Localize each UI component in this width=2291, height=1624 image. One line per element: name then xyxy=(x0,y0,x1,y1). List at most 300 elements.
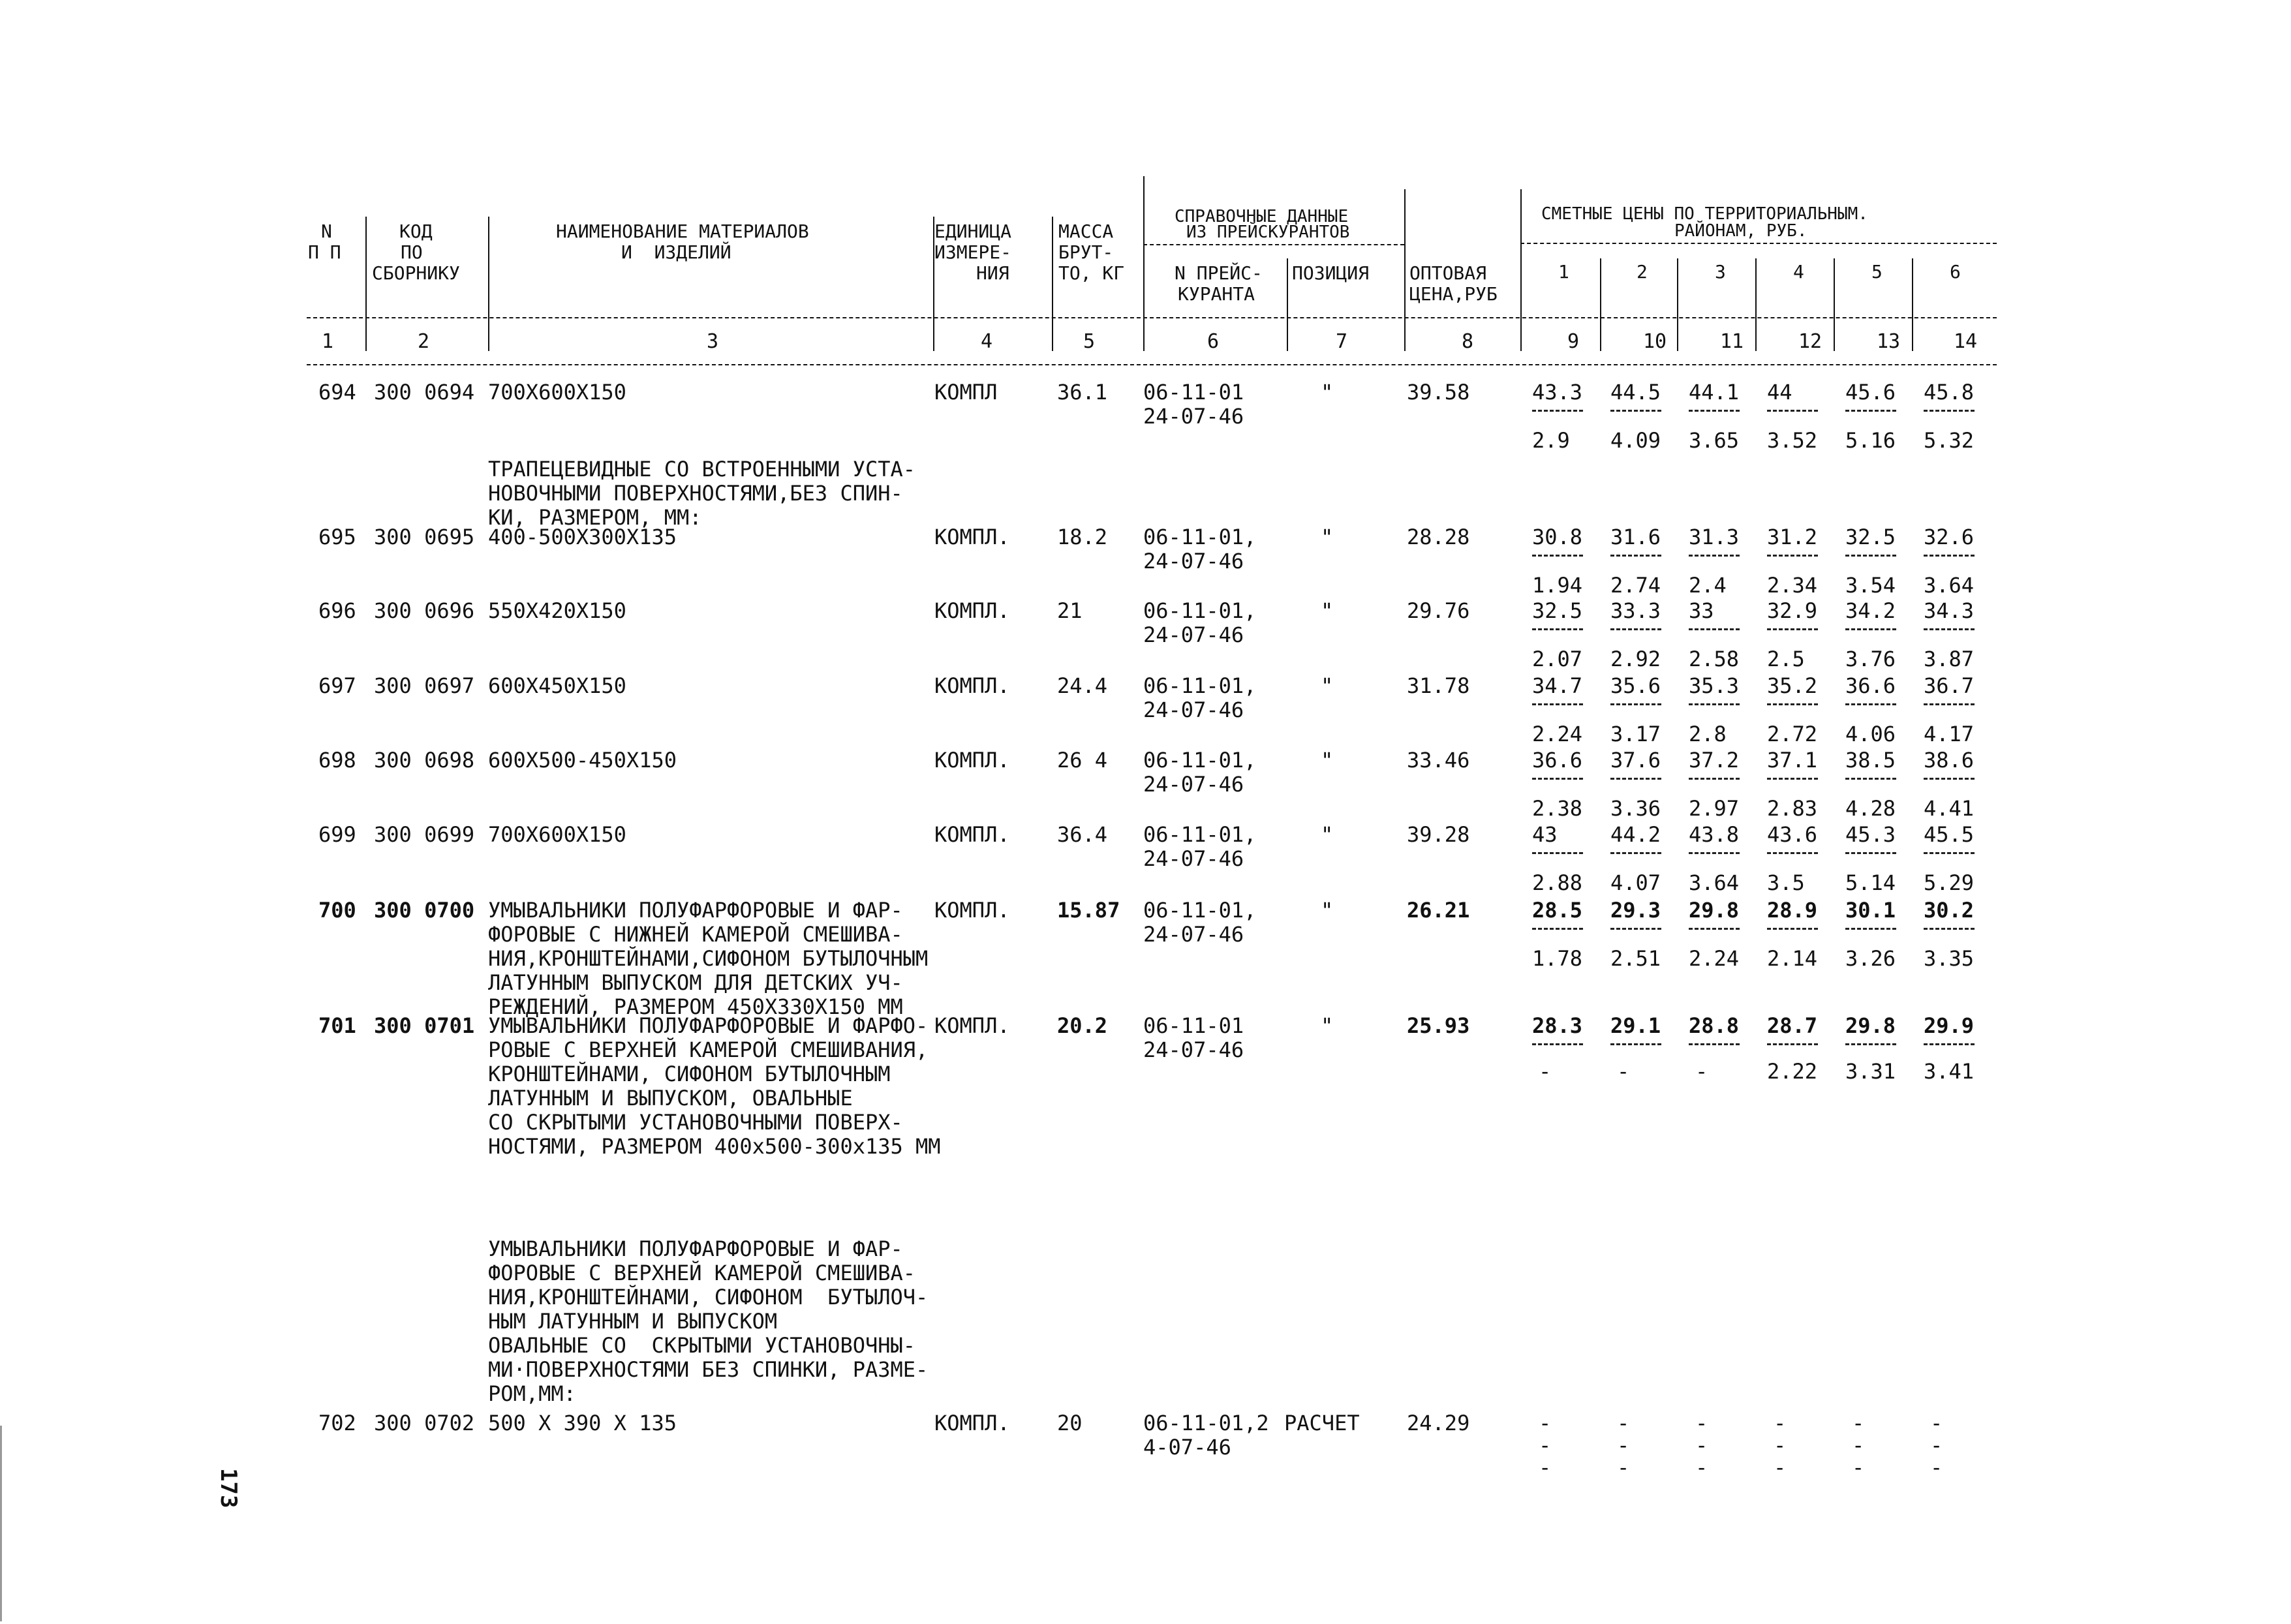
row-mass: 36.1 xyxy=(1057,380,1108,405)
row-price-list: 24-07-46 xyxy=(1143,622,1244,647)
vsep-1 xyxy=(365,217,367,351)
row-region-price-top: - xyxy=(1852,1411,1865,1435)
row-wholesale-price: 29.76 xyxy=(1407,598,1470,623)
price-divider xyxy=(1924,703,1975,705)
row-name-line: УМЫВАЛЬНИКИ ПОЛУФАРФОРОВЫЕ И ФАРФО- xyxy=(488,1013,929,1038)
header-ref-2: ИЗ ПРЕЙСКУРАНТОВ xyxy=(1186,222,1350,242)
row-region-price-bottom: - xyxy=(1852,1433,1865,1458)
row-wholesale-price: 24.29 xyxy=(1407,1411,1470,1435)
price-divider xyxy=(1845,703,1896,705)
row-position: РАСЧЕТ xyxy=(1284,1411,1360,1435)
row-price-list: 06-11-01, xyxy=(1143,673,1257,698)
header-pp: П П xyxy=(308,241,341,263)
row-number: 702 xyxy=(318,1411,356,1435)
row-name-line: 550Х420Х150 xyxy=(488,598,626,623)
row-region-price-bottom: - xyxy=(1930,1433,1943,1458)
row-region-price-top: 28.5 xyxy=(1532,898,1583,923)
row-region-price-bottom: 3.65 xyxy=(1689,428,1740,453)
price-divider xyxy=(1767,703,1818,705)
column-number: 3 xyxy=(707,330,719,353)
row-region-price-top: - xyxy=(1930,1411,1943,1435)
group-heading-line: ФОРОВЫЕ С ВЕРХНЕЙ КАМЕРОЙ СМЕШИВА- xyxy=(488,1261,916,1285)
row-number: 696 xyxy=(318,598,356,623)
row-code: 300 0702 xyxy=(374,1411,475,1435)
row-position: " xyxy=(1321,525,1334,549)
row-region-price-bottom: 3.54 xyxy=(1845,573,1896,598)
row-region-price-bottom: 5.14 xyxy=(1845,870,1896,895)
row-unit: КОМПЛ. xyxy=(934,748,1010,773)
row-name-line: 700Х600Х150 xyxy=(488,380,626,405)
row-region-price-top: 38.6 xyxy=(1924,748,1975,773)
column-number: 9 xyxy=(1567,330,1580,353)
row-region-price-bottom: 2.72 xyxy=(1767,722,1818,746)
column-number: 8 xyxy=(1462,330,1474,353)
row-region-price-top: 37.1 xyxy=(1767,748,1818,773)
row-code: 300 0697 xyxy=(374,673,475,698)
row-region-price-bottom: 3.17 xyxy=(1610,722,1661,746)
price-divider xyxy=(1767,628,1818,630)
row-price-list: 06-11-01, xyxy=(1143,525,1257,549)
row-number: 694 xyxy=(318,380,356,405)
row-region-price-top: 35.3 xyxy=(1689,673,1740,698)
group-heading-line: НИЯ,КРОНШТЕЙНАМИ, СИФОНОМ БУТЫЛОЧ- xyxy=(488,1285,929,1310)
row-region-price-bottom: 2.34 xyxy=(1767,573,1818,598)
price-divider xyxy=(1845,1043,1896,1045)
row-name-line: НИЯ,КРОНШТЕЙНАМИ,СИФОНОМ БУТЫЛОЧНЫМ xyxy=(488,946,929,971)
row-region-price-top: 31.2 xyxy=(1767,525,1818,549)
row-region-price-extra: - xyxy=(1774,1455,1787,1480)
row-region-price-bottom: 4.28 xyxy=(1845,796,1896,821)
row-region-price-top: 38.5 xyxy=(1845,748,1896,773)
row-name-line: СО СКРЫТЫМИ УСТАНОВОЧНЫМИ ПОВЕРХ- xyxy=(488,1110,903,1135)
vsep-9 xyxy=(1600,258,1601,351)
vsep-3 xyxy=(933,217,934,351)
group-heading-line: НОВОЧНЫМИ ПОВЕРХНОСТЯМИ,БЕЗ СПИН- xyxy=(488,481,903,506)
row-mass: 18.2 xyxy=(1057,525,1108,549)
row-region-price-extra: - xyxy=(1617,1455,1630,1480)
row-name-line: ЛАТУННЫМ ВЫПУСКОМ ДЛЯ ДЕТСКИХ УЧ- xyxy=(488,970,903,995)
price-divider xyxy=(1845,928,1896,930)
row-position: " xyxy=(1321,748,1334,773)
header-name-1: НАИМЕНОВАНИЕ МАТЕРИАЛОВ xyxy=(556,221,809,242)
row-price-list: 06-11-01, xyxy=(1143,598,1257,623)
region-label: 2 xyxy=(1637,261,1648,283)
vsep-10 xyxy=(1677,258,1678,351)
region-label: 3 xyxy=(1715,261,1726,283)
row-price-list: 24-07-46 xyxy=(1143,846,1244,871)
row-region-price-bottom: 5.32 xyxy=(1924,428,1975,453)
row-region-price-top: 44.5 xyxy=(1610,380,1661,405)
row-region-price-bottom: 4.06 xyxy=(1845,722,1896,746)
row-mass: 26 4 xyxy=(1057,748,1108,773)
row-wholesale-price: 28.28 xyxy=(1407,525,1470,549)
column-number: 6 xyxy=(1207,330,1220,353)
row-region-price-top: 28.3 xyxy=(1532,1013,1583,1038)
row-price-list: 24-07-46 xyxy=(1143,1037,1244,1062)
price-divider xyxy=(1689,703,1740,705)
row-region-price-top: 36.7 xyxy=(1924,673,1975,698)
header-price-list-2: КУРАНТА xyxy=(1178,283,1255,305)
row-price-list: 24-07-46 xyxy=(1143,772,1244,797)
price-divider xyxy=(1610,703,1661,705)
row-region-price-bottom: 2.74 xyxy=(1610,573,1661,598)
row-region-price-top: - xyxy=(1539,1411,1552,1435)
header-position: ПОЗИЦИЯ xyxy=(1292,262,1370,284)
row-region-price-bottom: 2.24 xyxy=(1689,946,1740,971)
price-divider xyxy=(1845,778,1896,780)
price-divider xyxy=(1689,1043,1740,1045)
header-n: N xyxy=(321,221,332,242)
row-price-list: 06-11-01,2 xyxy=(1143,1411,1269,1435)
row-region-price-extra: - xyxy=(1930,1455,1943,1480)
row-mass: 20 xyxy=(1057,1411,1083,1435)
row-code: 300 0698 xyxy=(374,748,475,773)
price-divider xyxy=(1767,852,1818,854)
row-region-price-bottom: 3.52 xyxy=(1767,428,1818,453)
region-label: 1 xyxy=(1558,261,1569,283)
row-region-price-bottom: 5.16 xyxy=(1845,428,1896,453)
header-sborniku: СБОРНИКУ xyxy=(372,262,460,284)
column-number: 7 xyxy=(1336,330,1348,353)
row-region-price-bottom: 3.41 xyxy=(1924,1059,1975,1084)
vsep-8 xyxy=(1520,189,1522,351)
price-divider xyxy=(1532,1043,1583,1045)
row-region-price-top: 30.1 xyxy=(1845,898,1896,923)
price-divider xyxy=(1610,410,1661,412)
price-divider xyxy=(1610,778,1661,780)
row-mass: 15.87 xyxy=(1057,898,1120,923)
row-unit: КОМПЛ. xyxy=(934,1013,1010,1038)
row-region-price-bottom: 2.22 xyxy=(1767,1059,1818,1084)
row-unit: КОМПЛ. xyxy=(934,598,1010,623)
row-mass: 21 xyxy=(1057,598,1083,623)
row-region-price-top: - xyxy=(1617,1411,1630,1435)
price-divider xyxy=(1845,410,1896,412)
row-position: " xyxy=(1321,1013,1334,1038)
row-region-price-top: 37.2 xyxy=(1689,748,1740,773)
header-estimate-2: РАЙОНАМ, РУБ. xyxy=(1674,221,1807,241)
vsep-4 xyxy=(1052,217,1053,351)
price-divider xyxy=(1924,928,1975,930)
row-region-price-bottom: 2.38 xyxy=(1532,796,1583,821)
row-position: " xyxy=(1321,898,1334,923)
row-region-price-bottom: 2.9 xyxy=(1532,428,1570,453)
header-rule-estimate xyxy=(1520,243,1997,244)
price-divider xyxy=(1689,852,1740,854)
price-divider xyxy=(1767,928,1818,930)
row-position: " xyxy=(1321,380,1334,405)
row-region-price-top: 34.7 xyxy=(1532,673,1583,698)
row-price-list: 06-11-01 xyxy=(1143,1013,1244,1038)
row-name-line: ФОРОВЫЕ С НИЖНЕЙ КАМЕРОЙ СМЕШИВА- xyxy=(488,922,903,947)
row-code: 300 0694 xyxy=(374,380,475,405)
price-divider xyxy=(1767,555,1818,557)
row-name-line: НОСТЯМИ, РАЗМЕРОМ 400х500-300х135 ММ xyxy=(488,1134,941,1159)
vsep-5 xyxy=(1143,176,1145,351)
row-region-price-bottom: 3.64 xyxy=(1689,870,1740,895)
row-wholesale-price: 39.58 xyxy=(1407,380,1470,405)
row-region-price-bottom: 2.4 xyxy=(1689,573,1727,598)
row-region-price-bottom: 2.92 xyxy=(1610,647,1661,671)
row-name-line: РОВЫЕ С ВЕРХНЕЙ КАМЕРОЙ СМЕШИВАНИЯ, xyxy=(488,1037,929,1062)
header-mass-3: ТО, КГ xyxy=(1058,262,1125,284)
price-divider xyxy=(1924,1043,1975,1045)
row-wholesale-price: 31.78 xyxy=(1407,673,1470,698)
row-region-price-bottom: 3.35 xyxy=(1924,946,1975,971)
row-name-line: 400-500Х300Х135 xyxy=(488,525,677,549)
row-wholesale-price: 39.28 xyxy=(1407,822,1470,847)
row-region-price-bottom: 2.88 xyxy=(1532,870,1583,895)
row-region-price-top: 30.8 xyxy=(1532,525,1583,549)
row-region-price-bottom: 2.97 xyxy=(1689,796,1740,821)
row-position: " xyxy=(1321,673,1334,698)
row-region-price-bottom: 2.07 xyxy=(1532,647,1583,671)
row-region-price-top: 30.2 xyxy=(1924,898,1975,923)
margin-line xyxy=(0,1426,2,1621)
header-unit-2: ИЗМЕРЕ- xyxy=(934,241,1012,263)
row-number: 700 xyxy=(318,898,356,923)
row-wholesale-price: 26.21 xyxy=(1407,898,1470,923)
price-divider xyxy=(1845,555,1896,557)
row-wholesale-price: 33.46 xyxy=(1407,748,1470,773)
row-region-price-bottom: - xyxy=(1539,1433,1552,1458)
row-region-price-bottom: 3.76 xyxy=(1845,647,1896,671)
row-region-price-extra: - xyxy=(1695,1455,1708,1480)
row-region-price-top: 33.3 xyxy=(1610,598,1661,623)
header-po: ПО xyxy=(401,241,423,263)
row-region-price-bottom: 2.83 xyxy=(1767,796,1818,821)
row-price-list: 06-11-01 xyxy=(1143,380,1244,405)
row-region-price-bottom: 3.5 xyxy=(1767,870,1805,895)
row-region-price-top: 32.5 xyxy=(1845,525,1896,549)
price-divider xyxy=(1845,628,1896,630)
row-price-list: 06-11-01, xyxy=(1143,748,1257,773)
row-region-price-top: 32.6 xyxy=(1924,525,1975,549)
row-region-price-bottom: 3.64 xyxy=(1924,573,1975,598)
row-name-line: 500 Х 390 Х 135 xyxy=(488,1411,677,1435)
row-region-price-top: 44.2 xyxy=(1610,822,1661,847)
row-region-price-bottom: 4.17 xyxy=(1924,722,1975,746)
row-number: 699 xyxy=(318,822,356,847)
row-region-price-top: 29.8 xyxy=(1845,1013,1896,1038)
row-region-price-top: 29.9 xyxy=(1924,1013,1975,1038)
row-region-price-top: 43.8 xyxy=(1689,822,1740,847)
row-region-price-top: 36.6 xyxy=(1845,673,1896,698)
row-price-list: 24-07-46 xyxy=(1143,404,1244,429)
price-divider xyxy=(1924,778,1975,780)
row-region-price-bottom: 2.24 xyxy=(1532,722,1583,746)
row-mass: 20.2 xyxy=(1057,1013,1108,1038)
row-number: 701 xyxy=(318,1013,356,1038)
price-divider xyxy=(1767,778,1818,780)
row-region-price-bottom: 2.5 xyxy=(1767,647,1805,671)
row-region-price-top: 45.3 xyxy=(1845,822,1896,847)
price-divider xyxy=(1689,778,1740,780)
header-estimate-1: СМЕТНЫЕ ЦЕНЫ ПО ТЕРРИТОРИАЛЬНЫМ. xyxy=(1541,204,1868,224)
price-divider xyxy=(1532,703,1583,705)
row-region-price-top: 29.8 xyxy=(1689,898,1740,923)
price-divider xyxy=(1610,852,1661,854)
row-region-price-top: 35.2 xyxy=(1767,673,1818,698)
row-region-price-bottom: - xyxy=(1774,1433,1787,1458)
header-wholesale-1: ОПТОВАЯ xyxy=(1409,262,1487,284)
row-region-price-top: 34.2 xyxy=(1845,598,1896,623)
region-label: 6 xyxy=(1950,261,1961,283)
row-region-price-bottom: 3.36 xyxy=(1610,796,1661,821)
row-name-line: 600Х450Х150 xyxy=(488,673,626,698)
header-wholesale-2: ЦЕНА,РУБ xyxy=(1409,283,1498,305)
row-region-price-bottom: 1.78 xyxy=(1532,946,1583,971)
price-divider xyxy=(1689,555,1740,557)
column-number: 12 xyxy=(1798,330,1822,353)
price-divider xyxy=(1532,852,1583,854)
row-region-price-top: 28.8 xyxy=(1689,1013,1740,1038)
header-unit-1: ЕДИНИЦА xyxy=(934,221,1012,242)
row-region-price-top: - xyxy=(1695,1411,1708,1435)
column-number: 2 xyxy=(418,330,430,353)
row-name-line: 600Х500-450Х150 xyxy=(488,748,677,773)
row-region-price-bottom: 3.31 xyxy=(1845,1059,1896,1084)
row-region-price-bottom: - xyxy=(1695,1433,1708,1458)
row-code: 300 0699 xyxy=(374,822,475,847)
price-divider xyxy=(1767,410,1818,412)
header-rule-colnums xyxy=(307,364,1997,365)
row-unit: КОМПЛ. xyxy=(934,1411,1010,1435)
row-unit: КОМПЛ. xyxy=(934,673,1010,698)
header-rule-bottom xyxy=(307,317,1997,318)
row-region-price-bottom: 2.14 xyxy=(1767,946,1818,971)
row-price-list: 06-11-01, xyxy=(1143,898,1257,923)
row-region-price-bottom: 3.26 xyxy=(1845,946,1896,971)
region-label: 5 xyxy=(1871,261,1883,283)
row-region-price-bottom: 4.41 xyxy=(1924,796,1975,821)
row-region-price-bottom: 5.29 xyxy=(1924,870,1975,895)
row-region-price-top: 28.9 xyxy=(1767,898,1818,923)
row-region-price-top: 32.9 xyxy=(1767,598,1818,623)
row-region-price-bottom: 2.8 xyxy=(1689,722,1727,746)
price-divider xyxy=(1610,628,1661,630)
row-region-price-bottom: - xyxy=(1617,1059,1630,1084)
row-region-price-top: 33 xyxy=(1689,598,1714,623)
row-region-price-top: 31.6 xyxy=(1610,525,1661,549)
row-mass: 36.4 xyxy=(1057,822,1108,847)
row-region-price-bottom: 4.09 xyxy=(1610,428,1661,453)
column-number: 11 xyxy=(1720,330,1744,353)
column-number: 5 xyxy=(1083,330,1096,353)
row-region-price-top: - xyxy=(1774,1411,1787,1435)
price-divider xyxy=(1532,778,1583,780)
row-code: 300 0700 xyxy=(374,898,475,923)
price-divider xyxy=(1689,410,1740,412)
row-position: " xyxy=(1321,598,1334,623)
row-unit: КОМПЛ. xyxy=(934,822,1010,847)
row-region-price-top: 36.6 xyxy=(1532,748,1583,773)
row-region-price-top: 29.1 xyxy=(1610,1013,1661,1038)
header-ref-1: СПРАВОЧНЫЕ ДАННЫЕ xyxy=(1175,207,1349,226)
header-rule-ref xyxy=(1143,244,1404,245)
row-region-price-top: 29.3 xyxy=(1610,898,1661,923)
price-divider xyxy=(1532,928,1583,930)
row-region-price-top: 44 xyxy=(1767,380,1792,405)
header-price-list-1: N ПРЕЙС- xyxy=(1175,262,1263,284)
row-region-price-top: 28.7 xyxy=(1767,1013,1818,1038)
row-code: 300 0701 xyxy=(374,1013,475,1038)
price-divider xyxy=(1532,628,1583,630)
price-divider xyxy=(1924,410,1975,412)
region-label: 4 xyxy=(1793,261,1804,283)
row-region-price-bottom: 2.51 xyxy=(1610,946,1661,971)
header-unit-3: НИЯ xyxy=(976,262,1009,284)
page-number: 173 xyxy=(215,1468,241,1509)
row-region-price-top: 32.5 xyxy=(1532,598,1583,623)
row-region-price-extra: - xyxy=(1539,1455,1552,1480)
row-region-price-top: 35.6 xyxy=(1610,673,1661,698)
row-name-line: 700Х600Х150 xyxy=(488,822,626,847)
vsep-13 xyxy=(1912,258,1913,351)
group-heading-line: ОВАЛЬНЫЕ СО СКРЫТЫМИ УСТАНОВОЧНЫ- xyxy=(488,1333,916,1358)
row-position: " xyxy=(1321,822,1334,847)
vsep-6 xyxy=(1287,258,1288,351)
column-number: 1 xyxy=(322,330,334,353)
row-name-line: КРОНШТЕЙНАМИ, СИФОНОМ БУТЫЛОЧНЫМ xyxy=(488,1062,891,1086)
group-heading-line: МИ·ПОВЕРХНОСТЯМИ БЕЗ СПИНКИ, РАЗМЕ- xyxy=(488,1357,929,1382)
row-region-price-top: 43 xyxy=(1532,822,1558,847)
price-divider xyxy=(1610,555,1661,557)
row-price-list: 24-07-46 xyxy=(1143,922,1244,947)
group-heading-line: КИ, РАЗМЕРОМ, ММ: xyxy=(488,505,702,530)
row-price-list: 06-11-01, xyxy=(1143,822,1257,847)
row-unit: КОМПЛ. xyxy=(934,525,1010,549)
price-divider xyxy=(1532,410,1583,412)
row-region-price-bottom: 3.87 xyxy=(1924,647,1975,671)
price-divider xyxy=(1689,928,1740,930)
row-region-price-top: 34.3 xyxy=(1924,598,1975,623)
group-heading-line: РОМ,ММ: xyxy=(488,1381,576,1406)
row-region-price-top: 43.3 xyxy=(1532,380,1583,405)
row-number: 698 xyxy=(318,748,356,773)
row-unit: КОМПЛ. xyxy=(934,898,1010,923)
column-number: 14 xyxy=(1954,330,1978,353)
column-number: 13 xyxy=(1877,330,1901,353)
row-region-price-top: 45.6 xyxy=(1845,380,1896,405)
row-region-price-bottom: 4.07 xyxy=(1610,870,1661,895)
row-region-price-top: 37.6 xyxy=(1610,748,1661,773)
row-code: 300 0695 xyxy=(374,525,475,549)
row-region-price-bottom: 2.58 xyxy=(1689,647,1740,671)
row-number: 695 xyxy=(318,525,356,549)
price-divider xyxy=(1924,852,1975,854)
price-divider xyxy=(1532,555,1583,557)
row-code: 300 0696 xyxy=(374,598,475,623)
row-region-price-bottom: - xyxy=(1539,1059,1552,1084)
price-divider xyxy=(1845,852,1896,854)
group-heading-line: ТРАПЕЦЕВИДНЫЕ СО ВСТРОЕННЫМИ УСТА- xyxy=(488,457,916,482)
row-region-price-top: 43.6 xyxy=(1767,822,1818,847)
row-region-price-bottom: - xyxy=(1617,1433,1630,1458)
price-divider xyxy=(1767,1043,1818,1045)
row-region-price-top: 31.3 xyxy=(1689,525,1740,549)
row-name-line: УМЫВАЛЬНИКИ ПОЛУФАРФОРОВЫЕ И ФАР- xyxy=(488,898,903,923)
header-name-2: И ИЗДЕЛИЙ xyxy=(621,241,731,263)
column-number: 10 xyxy=(1643,330,1667,353)
row-region-price-top: 45.5 xyxy=(1924,822,1975,847)
row-region-price-bottom: 1.94 xyxy=(1532,573,1583,598)
vsep-7 xyxy=(1404,189,1406,351)
price-divider xyxy=(1610,1043,1661,1045)
price-divider xyxy=(1924,555,1975,557)
column-number: 4 xyxy=(981,330,993,353)
row-number: 697 xyxy=(318,673,356,698)
